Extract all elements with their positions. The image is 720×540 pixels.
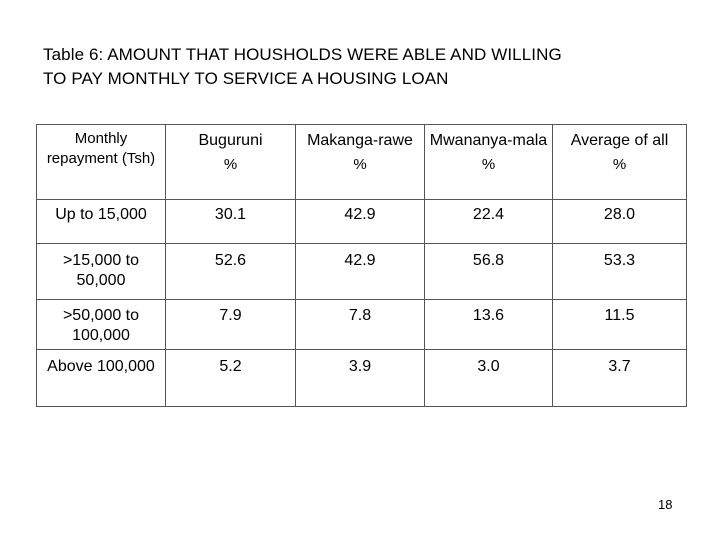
table-row	[37, 350, 687, 407]
cell-makangarawe: 3.9	[296, 350, 425, 407]
header-label: Makanga-rawe	[307, 132, 413, 149]
cell-mwananyamala: 13.6	[425, 300, 553, 350]
cell-average: 11.5	[553, 300, 687, 350]
header-label: Average of all	[570, 132, 669, 149]
table-row	[37, 200, 687, 244]
row-label: Above 100,000	[37, 350, 166, 407]
header-makangarawe	[296, 125, 425, 200]
header-monthly-repayment	[37, 125, 166, 200]
cell-buguruni: 30.1	[166, 200, 296, 244]
title-line-1: Table 6: AMOUNT THAT HOUSHOLDS WERE ABLE AND WILLING	[43, 45, 562, 64]
header-average	[553, 125, 687, 200]
table-row	[37, 300, 687, 350]
header-label: Monthly repayment (Tsh)	[46, 130, 156, 167]
header-label: Buguruni	[198, 132, 263, 149]
table-title	[43, 43, 693, 91]
cell-mwananyamala: 22.4	[425, 200, 553, 244]
header-unit: %	[353, 156, 367, 173]
table-header-row	[37, 125, 687, 200]
title-line-2: TO PAY MONTHLY TO SERVICE A HOUSING LOAN	[43, 69, 449, 88]
header-unit: %	[223, 156, 238, 173]
cell-mwananyamala: 3.0	[425, 350, 553, 407]
cell-makangarawe: 42.9	[296, 244, 425, 300]
cell-buguruni: 7.9	[166, 300, 296, 350]
header-unit: %	[612, 156, 627, 173]
housing-loan-table	[36, 124, 687, 407]
row-label: Up to 15,000	[37, 200, 166, 244]
row-label: >15,000 to 50,000	[37, 244, 166, 300]
header-label: Mwananya-mala	[429, 132, 548, 149]
cell-average: 28.0	[553, 200, 687, 244]
table-row	[37, 244, 687, 300]
cell-makangarawe: 42.9	[296, 200, 425, 244]
cell-buguruni: 52.6	[166, 244, 296, 300]
cell-mwananyamala: 56.8	[425, 244, 553, 300]
row-label: >50,000 to 100,000	[37, 300, 166, 350]
page-number: 18	[658, 497, 673, 512]
header-mwananyamala	[425, 125, 553, 200]
cell-average: 3.7	[553, 350, 687, 407]
cell-average: 53.3	[553, 244, 687, 300]
cell-buguruni: 5.2	[166, 350, 296, 407]
header-unit: %	[481, 156, 496, 173]
cell-makangarawe: 7.8	[296, 300, 425, 350]
header-buguruni	[166, 125, 296, 200]
